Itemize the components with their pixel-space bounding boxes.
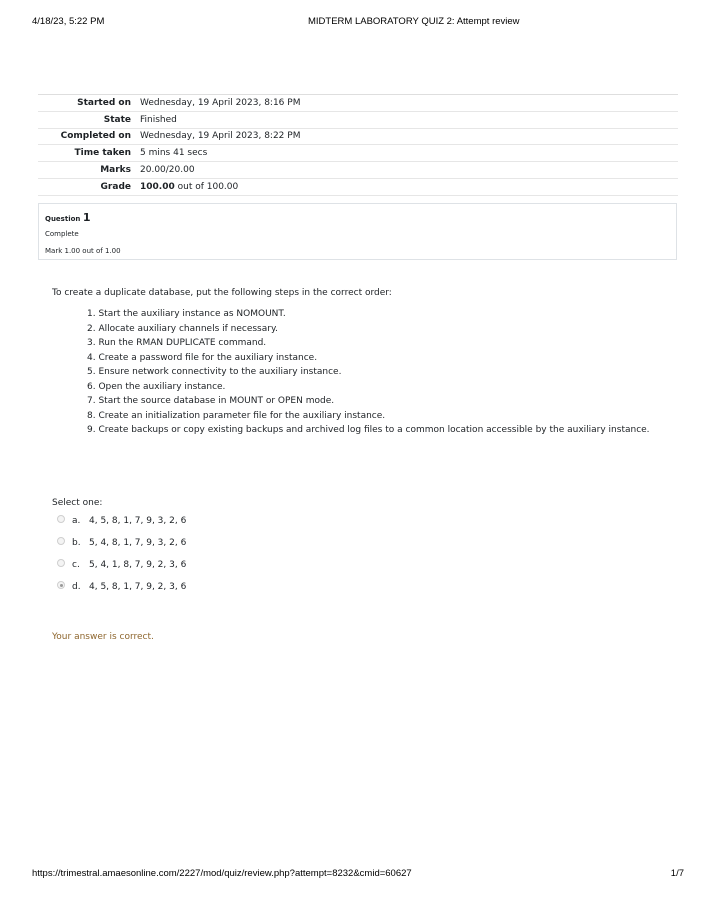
radio-button-selected[interactable] (57, 581, 65, 589)
list-item: 8. Create an initialization parameter file for the auxiliary instance. (87, 410, 386, 421)
question-number-value: 1 (82, 211, 91, 224)
print-footer (0, 868, 714, 882)
question-number (45, 211, 90, 224)
summary-label: Started on (38, 95, 140, 112)
summary-row (38, 162, 678, 179)
radio-button[interactable] (57, 537, 65, 545)
summary-label: Completed on (38, 128, 140, 145)
list-item: 6. Open the auxiliary instance. (87, 381, 226, 392)
list-item: 3. Run the RMAN DUPLICATE command. (87, 338, 267, 348)
grade-suffix: out of 100.00 (177, 181, 239, 192)
print-header (0, 16, 714, 30)
summary-value: Finished (140, 111, 678, 128)
option-text: 4, 5, 8, 1, 7, 9, 2, 3, 6 (89, 582, 187, 592)
summary-row (38, 111, 678, 128)
steps-list (87, 307, 650, 438)
question-text: To create a duplicate database, put the following steps in the correct order: (52, 288, 392, 298)
option-text: 4, 5, 8, 1, 7, 9, 3, 2, 6 (89, 516, 187, 526)
grade-value: 100.00 (140, 181, 175, 192)
summary-row (38, 145, 678, 162)
option-letter: d. (72, 582, 81, 592)
select-one-prompt: Select one: (52, 498, 103, 508)
summary-value: 20.00/20.00 (140, 162, 678, 179)
summary-value: 5 mins 41 secs (140, 145, 678, 162)
option-text: 5, 4, 8, 1, 7, 9, 3, 2, 6 (89, 538, 187, 548)
grade-label: Grade (38, 178, 140, 195)
list-item: 4. Create a password file for the auxiliary instance. (87, 352, 318, 363)
question-label: Question (45, 215, 81, 223)
summary-row (38, 95, 678, 112)
list-item: 1. Start the auxiliary instance as NOMOUNT. (87, 309, 286, 319)
summary-label: Time taken (38, 145, 140, 162)
print-page-title: MIDTERM LABORATORY QUIZ 2: Attempt review (308, 16, 520, 27)
summary-value: Wednesday, 19 April 2023, 8:22 PM (140, 128, 678, 145)
grade-value-cell (140, 178, 678, 195)
list-item: 9. Create backups or copy existing backups and archived log files to a common location accessible by the auxiliary instance. (87, 425, 650, 435)
list-item: 7. Start the source database in MOUNT or OPEN mode. (87, 396, 335, 406)
summary-label: State (38, 111, 140, 128)
summary-row (38, 128, 678, 145)
option-letter: b. (72, 538, 81, 548)
question-state: Complete (45, 230, 79, 238)
print-datetime: 4/18/23, 5:22 PM (32, 16, 105, 27)
list-item: 2. Allocate auxiliary channels if necessary. (87, 323, 278, 334)
answer-feedback: Your answer is correct. (52, 632, 154, 642)
radio-button[interactable] (57, 559, 65, 567)
attempt-summary-table (38, 94, 678, 196)
print-url: https://trimestral.amaesonline.com/2227/mod/quiz/review.php?attempt=8232&cmid=60627 (32, 868, 412, 879)
question-info-box (38, 203, 677, 260)
summary-row-grade (38, 178, 678, 195)
print-page-number: 1/7 (670, 868, 684, 879)
question-mark: Mark 1.00 out of 1.00 (45, 247, 121, 255)
option-letter: a. (72, 516, 81, 526)
option-text: 5, 4, 1, 8, 7, 9, 2, 3, 6 (89, 560, 187, 570)
radio-button[interactable] (57, 515, 65, 523)
summary-value: Wednesday, 19 April 2023, 8:16 PM (140, 95, 678, 112)
option-letter: c. (72, 560, 80, 570)
list-item: 5. Ensure network connectivity to the auxiliary instance. (87, 367, 342, 377)
summary-label: Marks (38, 162, 140, 179)
